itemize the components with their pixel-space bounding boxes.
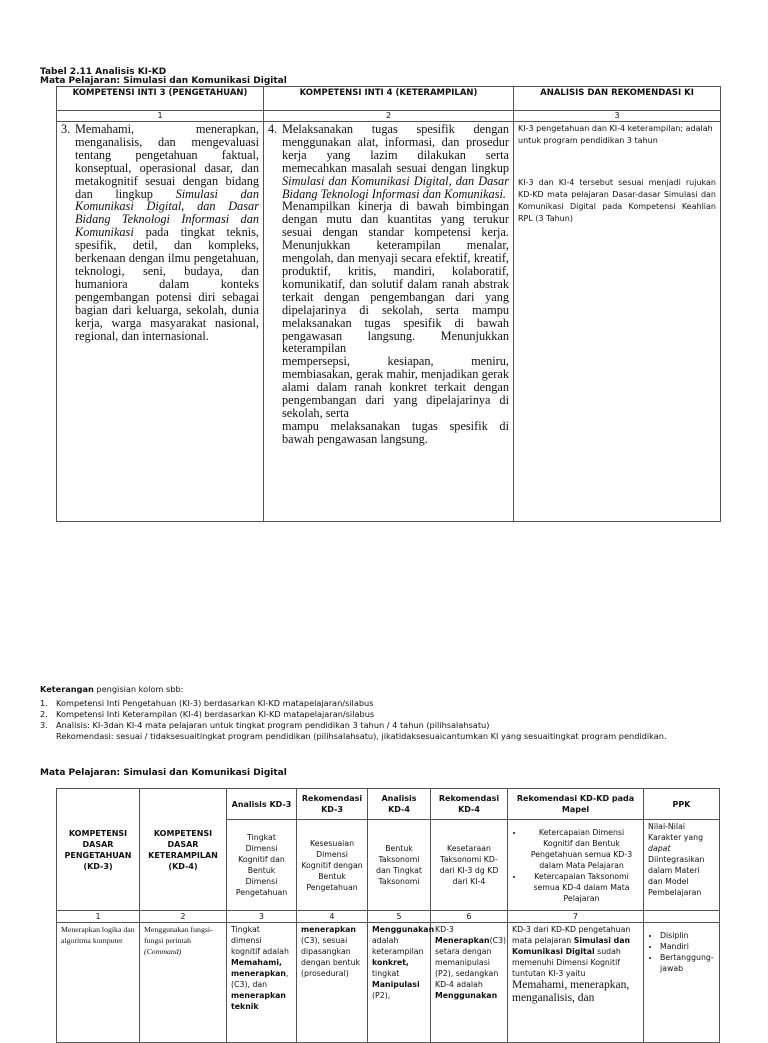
header-analisis-kd3: Analisis KD-3 (227, 789, 297, 820)
row-rek-kd3 (297, 923, 368, 1043)
c5-text: (P2), (372, 991, 391, 1000)
col-number: 3 (227, 911, 297, 923)
row-kd3: Menerapkan logika dan algoritma komputer (57, 923, 140, 1043)
sub-analisis-kd3: Tingkat Dimensi Kognitif dan Bentuk Dimensi Pengetahuan (227, 820, 297, 911)
notes-title-bold: Keterangan (40, 684, 94, 694)
ppk-item: • Disiplin (660, 930, 715, 941)
ki4-number: 4. (268, 122, 278, 136)
c6-text: (C3) setara dengan memanipulasi (P2), sedangkan KD-4 adalah (435, 936, 507, 989)
analysis-cell (514, 122, 721, 522)
c4-text: (C3), sesuai dipasangkan dengan bentuk (prosedural) (301, 936, 361, 978)
row-kd4 (140, 923, 227, 1043)
ki-analysis-table (56, 86, 721, 522)
c7-serif: Memahami, menerapkan, menganalisis, dan (512, 979, 630, 1004)
header-ki3: KOMPETENSI INTI 3 (PENGETAHUAN) (57, 87, 264, 111)
sub-ppk (644, 820, 720, 911)
c3-text: Tingkat dimensi kognitif adalah (231, 925, 289, 956)
sub-rek-mapel-item: • Ketercapaian Taksonomi semua KD-4 dalam Mata Pelajaran (524, 871, 639, 904)
analysis-p1: KI-3 pengetahuan dan KI-4 keterampilan; adalah untuk program pendidikan 3 tahun (518, 124, 713, 145)
col-number: 3 (514, 111, 721, 122)
ki3-cell (57, 122, 264, 522)
sub-rek-kd3: Kesesuaian Dimensi Kognitif dengan Bentuk Pengetahuan (297, 820, 368, 911)
row-analisis-kd3 (227, 923, 297, 1043)
c5-bold: konkret, (372, 958, 409, 967)
ppk-item: • Mandiri (660, 941, 715, 952)
c7-bold: Simulasi dan Komunikasi Digital (512, 936, 631, 956)
header-rek-kd4: Rekomendasi KD-4 (431, 789, 508, 820)
sub-ppk-b: Diintegrasikan dalam Materi dan Model Pembelajaran (648, 855, 705, 897)
row-analisis-kd4 (368, 923, 435, 1043)
col-number: 1 (57, 911, 140, 923)
col-number (644, 911, 720, 923)
col-number: 5 (368, 911, 431, 923)
notes-list (40, 698, 740, 742)
header-analisis-kd4: Analisis KD-4 (368, 789, 431, 820)
ki4-text-italic: Simulasi dan Komunikasi Digital, dan Dasar Bidang Teknologi Informasi dan Komunikasi. (282, 173, 509, 201)
col-number: 2 (140, 911, 227, 923)
ki4-text-d: mampu melaksanakan tugas spesifik di bawah pengawasan langsung. (282, 418, 509, 446)
note-item (40, 709, 740, 720)
c7-text: sudah memenuhi Dimensi Kognitif tuntutan KI-3 yaitu (512, 947, 621, 978)
ki3-text-b: pada tingkat teknis, spesifik, detil, dan kompleks, berkenaan dengan ilmu pengetahuan, teknologi, seni, budaya, dan humaniora dalam konteks pengembangan potensi diri sebagai bagian dari keluarga, sekolah, dunia kerja, warga masyarakat nasional, regional, dan internasional. (75, 225, 259, 343)
note-item (40, 698, 740, 709)
row-rek-mapel (508, 923, 644, 1043)
ki4-text-b: Menampilkan kinerja di bawah bimbingan dengan mutu dan kuantitas yang terukur sesuai dengan standar kompetensi kerja. Menunjukkan keterampilan menalar, mengolah, dan menyaji secara efektif, kreatif, produktif, kritis, mandiri, kolaboratif, komunikatif, dan solutif dalam ranah abstrak terkait dengan pengembangan dari yang dipelajarinya di sekolah, serta mampu melaksanakan tugas spesifik di bawah pengawasan langsung. Menunjukkan keterampilan (282, 199, 509, 356)
c5-bold: Menggunakan (372, 925, 435, 934)
c5-text: tingkat (372, 969, 400, 978)
sub-ppk-a: Nilai-Nilai Karakter yang (648, 822, 704, 842)
ki3-text-a: Memahami, menerapkan, menganalisis, dan mengevaluasi tentang pengetahuan faktual, konseptual, operasional dasar, dan metakognitif sesuai dengan bidang dan lingkup (75, 122, 259, 201)
header-ppk: PPK (644, 789, 720, 820)
note-item (40, 720, 740, 731)
col-number: 1 (57, 111, 264, 122)
row-kd4-italic: (Command) (144, 947, 182, 956)
header-kd3: KOMPETENSI DASAR PENGETAHUAN (KD-3) (57, 789, 140, 911)
row-kd4-text: Menggunakan fungsi-fungsi perintah (144, 925, 213, 945)
table2-subject: Mata Pelajaran: Simulasi dan Komunikasi Digital (40, 768, 287, 778)
c6-bold: Menggunakan (435, 991, 498, 1000)
header-rek-mapel: Rekomendasi KD-KD pada Mapel (508, 789, 644, 820)
ki3-text-italic: Simulasi dan Komunikasi Digital, dan Dasar Bidang Teknologi Informasi dan Komunikasi (75, 186, 259, 240)
table1-subject: Mata Pelajaran: Simulasi dan Komunikasi Digital (40, 76, 287, 86)
notes-title (40, 684, 183, 695)
note-text: Kompetensi Inti Keterampilan (KI-4) berdasarkan KI-KD matapelajaran/silabus (56, 709, 375, 719)
col-number: 7 (508, 911, 644, 923)
notes-title-rest: pengisian kolom sbb: (93, 684, 184, 694)
header-rek-kd3: Rekomendasi KD-3 (297, 789, 368, 820)
c6-text: KD-3 (435, 925, 454, 934)
c5-bold: Manipulasi (372, 980, 420, 989)
header-kd4: KOMPETENSI DASAR KETERAMPILAN (KD-4) (140, 789, 227, 911)
sub-rek-mapel (508, 820, 644, 911)
sub-rek-mapel-item: • Ketercapaian Dimensi Kognitif dan Bentuk Pengetahuan semua KD-3 dalam Mata Pelajaran (524, 827, 639, 871)
row-rek-kd4 (431, 923, 508, 1043)
kd-analysis-table (56, 788, 720, 1043)
ki4-text-c: mempersepsi, kesiapan, meniru, membiasakan, gerak mahir, menjadikan gerak alami dalam ranah konkret terkait dengan pengembangan dari yang dipelajarinya di sekolah, serta (282, 354, 509, 420)
ki3-text (75, 123, 259, 342)
note-text: Analisis: KI-3dan KI-4 mata pelajaran untuk tingkat program pendidikan 3 tahun / 4 tahun (pilihsalahsatu) (56, 720, 490, 730)
ppk-item: • Bertanggung-jawab (660, 952, 715, 974)
note-num: 3. (40, 720, 48, 730)
note-num: 1. (40, 698, 48, 708)
col-number: 4 (297, 911, 368, 923)
c5-text: adalah keterampilan (372, 936, 424, 956)
ki3-number: 3. (61, 122, 71, 136)
note-num: 2. (40, 709, 48, 719)
header-analysis: ANALISIS DAN REKOMENDASI KI (514, 87, 721, 111)
c3-text: , (C3), dan (231, 969, 289, 989)
ki4-text-a: Melaksanakan tugas spesifik dengan menggunakan alat, informasi, dan prosedur kerja yang lazim dilakukan serta memecahkan masalah sesuai dengan lingkup (282, 122, 509, 175)
note-text: Kompetensi Inti Pengetahuan (KI-3) berdasarkan KI-KD matapelajaran/silabus (56, 698, 374, 708)
ki4-text (282, 123, 509, 446)
sub-analisis-kd4: Bentuk Taksonomi dan Tingkat Taksonomi (368, 820, 431, 911)
header-ki4: KOMPETENSI INTI 4 (KETERAMPILAN) (264, 87, 514, 111)
c6-bold: Menerapkan (435, 936, 490, 945)
col-number: 6 (431, 911, 508, 923)
sub-ppk-italic: dapat (648, 844, 671, 853)
row-ppk (644, 923, 720, 1043)
c3-bold: Memahami, menerapkan (231, 958, 286, 978)
c3-bold: menerapkan teknik (231, 991, 286, 1011)
ki4-cell (264, 122, 514, 522)
analysis-p2: KI-3 dan KI-4 tersebut sesuai menjadi rujukan KD-KD mata pelajaran Dasar-dasar Simulasi dan Komunikasi Digital pada Kompetensi Keahlian RPL (3 Tahun) (518, 178, 716, 223)
table1-caption: Tabel 2.11 Analisis KI-KD (40, 67, 167, 77)
sub-rek-kd4: Kesetaraan Taksonomi KD- dari KI-3 dg KD dari KI-4 (431, 820, 508, 911)
col-number: 2 (264, 111, 514, 122)
c4-bold: menerapkan (301, 925, 356, 934)
c7-text: KD-3 dari KD-KD pengetahuan mata pelajaran (512, 925, 631, 945)
note-extra: Rekomendasi: sesuai / tidaksesuaitingkat program pendidikan (pilihsalahsatu), jikatidaksesuaicantumkan KI yang sesuaitingkat program pendidikan. (56, 731, 667, 741)
